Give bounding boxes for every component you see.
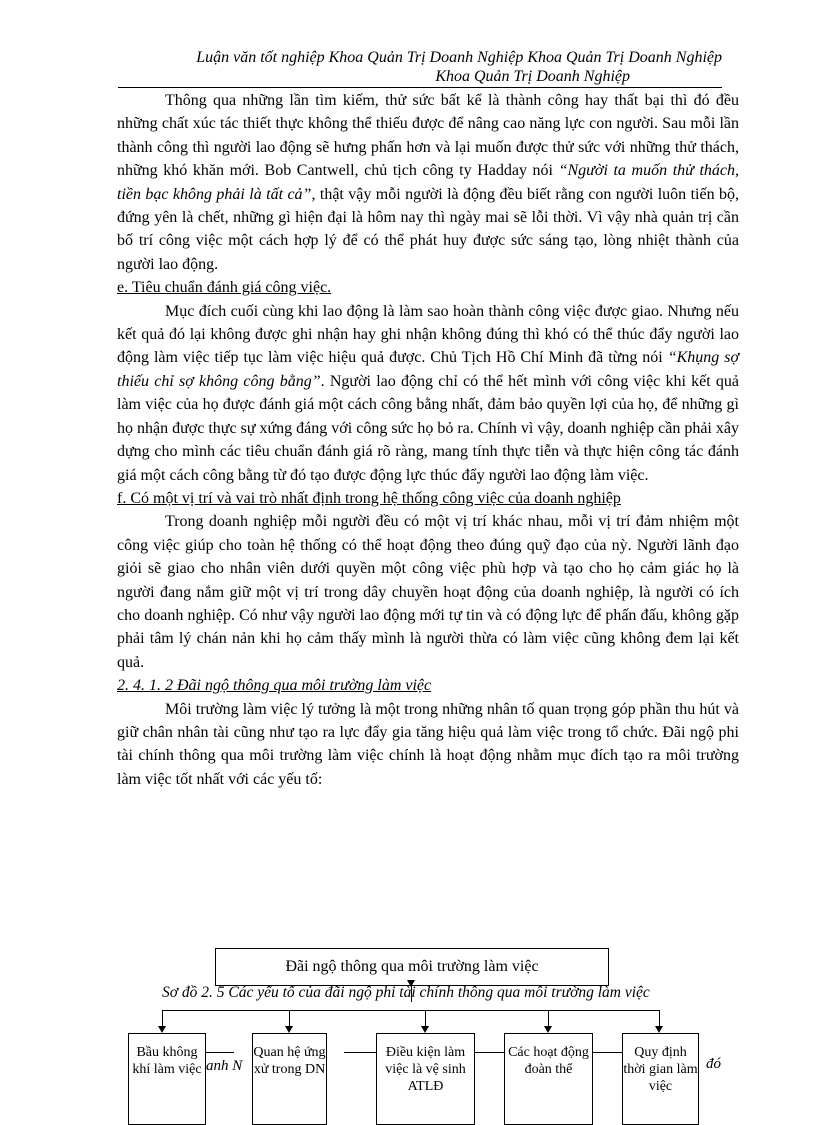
diagram-top-box: Đãi ngộ thông qua môi trường làm việc bbox=[215, 948, 609, 986]
page-header bbox=[118, 48, 722, 88]
heading-e: e. Tiêu chuẩn đánh giá công việc. bbox=[117, 279, 332, 297]
connector-line bbox=[289, 1010, 290, 1026]
header-line-2: Khoa Quản Trị Doanh Nghiệp bbox=[435, 68, 630, 85]
factor-box-5: Quy định thời gian làm việc bbox=[622, 1033, 699, 1125]
arrow-icon bbox=[421, 1026, 429, 1033]
heading-f: f. Có một vị trí và vai trò nhất định trong hệ thống công việc của doanh nghiệp bbox=[117, 489, 621, 507]
connector-line bbox=[162, 1010, 163, 1026]
factor-box-2: Quan hệ ứng xử trong DN bbox=[252, 1033, 327, 1125]
factor-box-1: Bầu không khí làm việc bbox=[128, 1033, 206, 1125]
stray-text: anh N bbox=[206, 1058, 243, 1074]
paragraph: Trong doanh nghiệp mỗi người đều có một vị trí khác nhau, mỗi vị trí đảm nhiệm một công việc giúp cho toàn hệ thống có thể hoạt động theo đúng quỹ đạo của nỳ. Người lãnh đạo giỏi sẽ giao cho nhân viên dưới quyền một công việc phù hợp và tạo cho họ cảm giác họ là người đang nắm giữ một vị trí trong dây chuyền hoạt động của doanh nghiệp, là người có ích cho doanh nghiệp. Có như vậy người lao động mới tự tin và có động lực để phấn đấu, không gặp phải tâm lý chán nản khi họ cảm thấy mình là người thừa có làm việc cũng không đem lại kết quả. bbox=[117, 513, 739, 671]
document-body bbox=[117, 89, 739, 791]
connector-line bbox=[659, 1010, 660, 1026]
connector-line bbox=[344, 1052, 376, 1053]
connector-line bbox=[548, 1010, 549, 1026]
arrow-icon bbox=[158, 1026, 166, 1033]
heading-2-4-1-2: 2. 4. 1. 2 Đãi ngộ thông qua môi trường làm việc bbox=[117, 677, 432, 695]
paragraph: Thông qua những lần tìm kiếm, thử sức bất kể là thành công hay thất bại thì đó đều những chất xúc tác thiết thực không thể thiếu được để nâng cao năng lực con người. Sau mỗi lần thành công thì người lao động sẽ hưng phấn hơn và lại muốn được thử sức với những thử thách, những khó khăn mới. Bob Cantwell, chủ tịch công ty Hadday nói “Người ta muốn thử thách, tiền bạc không phải là tất cả”, thật vậy mỗi người là động đều biết rằng con người luôn tiến bộ, đứng yên là chết, những gì hiện đại là hôm nay thì ngày mai sẽ lỗi thời. Vì vậy nhà quản trị cần bố trí công việc một cách hợp lý để có thể phát huy được sức sáng tạo, lòng nhiệt thành của người lao động. bbox=[117, 92, 740, 273]
paragraph: Môi trường làm việc lý tưởng là một trong những nhân tố quan trọng góp phần thu hút và giữ chân nhân tài cũng như tạo ra lực đẩy gia tăng hiệu quả làm việc trong tổ chức. Đãi ngộ phi tài chính thông qua môi trường làm việc chính là hoạt động nhằm mục đích tạo ra môi trường làm việc tốt nhất với các yếu tố: bbox=[117, 700, 739, 788]
arrow-icon bbox=[285, 1026, 293, 1033]
stray-text: đó bbox=[706, 1056, 721, 1072]
connector-line bbox=[162, 1010, 659, 1011]
paragraph: Mục đích cuối cùng khi lao động là làm sao hoàn thành công việc được giao. Nhưng nếu kết quả đó lại không được ghi nhận hay ghi nhận không đúng thì khó có thể thúc đẩy người lao động làm việc tiếp tục làm việc hiệu quả được. Chủ Tịch Hồ Chí Minh đã từng nói “Khụng sợ thiếu chỉ sợ không công bằng”. Người lao động chỉ có thể hết mình với công việc khi kết quả làm việc của họ được đánh giá một cách công bằng nhất, đảm bảo quyền lợi của họ, để những gì họ nhận được thực sự xứng đáng với công sức họ bỏ ra. Chính vì vậy, doanh nghiệp cần phải xây dựng cho mình các tiêu chuẩn đánh giá rõ ràng, mang tính thực tiễn và thực hiện công tác đánh giá một cách công bằng từ đó tạo được động lực thúc đẩy người lao động làm việc. bbox=[117, 302, 740, 484]
connector-line bbox=[205, 1052, 234, 1053]
connector-line bbox=[474, 1052, 504, 1053]
header-line-1: Luận văn tốt nghiệp Khoa Quản Trị Doanh Nghiệp Khoa Quản Trị Doanh Nghiệp bbox=[196, 49, 722, 66]
factor-box-4: Các hoạt động đoàn thể bbox=[504, 1033, 593, 1125]
connector-line bbox=[425, 1010, 426, 1026]
diagram-caption: Sơ đồ 2. 5 Các yếu tố của đãi ngộ phi tài chính thông qua môi trường làm việc bbox=[162, 984, 650, 1001]
arrow-icon bbox=[655, 1026, 663, 1033]
arrow-icon bbox=[544, 1026, 552, 1033]
factor-box-3: Điều kiện làm việc là vệ sinh ATLĐ bbox=[376, 1033, 475, 1125]
connector-line bbox=[592, 1052, 622, 1053]
